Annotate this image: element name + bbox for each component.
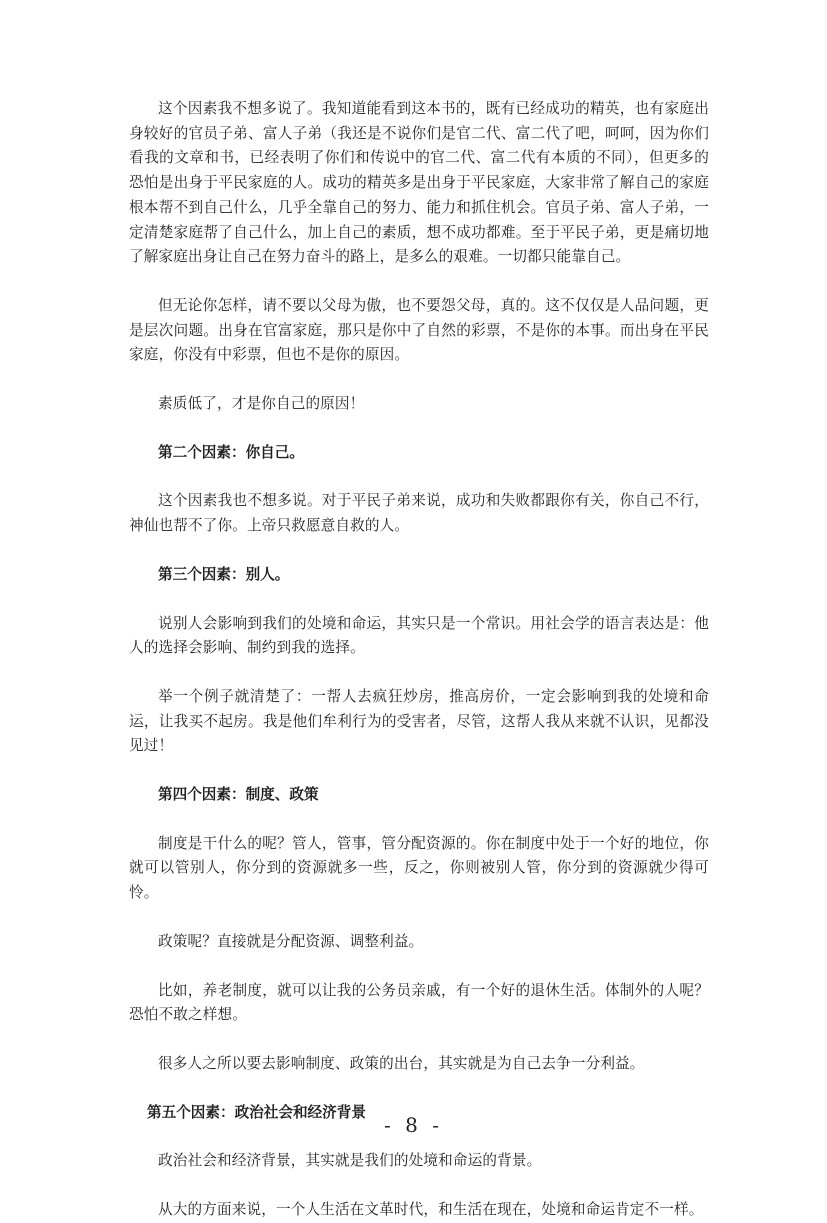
page-number: - 8 -: [384, 1113, 443, 1137]
paragraph: 这个因素我不想多说了。我知道能看到这本书的，既有已经成功的精英，也有家庭出身较好的官员子弟、富人子弟（我还是不说你们是官二代、富二代了吧，呵呵，因为你们看我的文章和书，已经表明了你们和传说中的官二代、富二代有本质的不同），但更多的恐怕是出身于平民家庭的人。成功的精英多是出身于平民家庭，大家非常了解自己的家庭根本帮不到自己什么，几乎全靠自己的努力、能力和抓住机会。官员子弟、富人子弟，一定清楚家庭帮了自己什么，加上自己的素质，想不成功都难。至于平民子弟，更是痛切地了解家庭出身让自己在努力奋斗的路上，是多么的艰难。一切都只能靠自己。: [129, 100, 709, 266]
document-body: [129, 97, 709, 1223]
paragraph: 比如，养老制度，就可以让我的公务员亲戚，有一个好的退休生活。体制外的人呢？恐怕不敢之样想。: [129, 981, 709, 1024]
paragraph: 举一个例子就清楚了：一帮人去疯狂炒房，推高房价，一定会影响到我的处境和命运，让我买不起房。我是他们牟利行为的受害者，尽管，这帮人我从来就不认识，见都没见过！: [129, 687, 709, 755]
paragraph: 政治社会和经济背景，其实就是我们的处境和命运的背景。: [158, 1152, 542, 1170]
paragraph: 说别人会影响到我们的处境和命运，其实只是一个常识。用社会学的语言表达是：他人的选择会影响、制约到我的选择。: [129, 614, 709, 657]
paragraph: 但无论你怎样，请不要以父母为傲，也不要怨父母，真的。这不仅仅是人品问题，更是层次问题。出身在官富家庭，那只是你中了自然的彩票，不是你的本事。而出身在平民家庭，你没有中彩票，但也不是你的原因。: [129, 296, 709, 364]
paragraph: 这个因素我也不想多说。对于平民子弟来说，成功和失败都跟你有关，你自己不行，神仙也帮不了你。上帝只救愿意自救的人。: [129, 492, 709, 535]
paragraph: 素质低了，才是你自己的原因！: [158, 395, 365, 413]
section-heading: 第三个因素：别人。: [158, 565, 290, 583]
section-heading: 第五个因素：政治社会和经济背景: [147, 1103, 366, 1121]
section-heading: 第四个因素：制度、政策: [158, 786, 319, 804]
paragraph: 很多人之所以要去影响制度、政策的出台，其实就是为自己去争一分利益。: [158, 1054, 645, 1072]
paragraph: 制度是干什么的呢？管人，管事，管分配资源的。你在制度中处于一个好的地位，你就可以管别人，你分到的资源就多一些，反之，你则被别人管，你分到的资源就少得可怜。: [129, 834, 709, 902]
section-heading: 第二个因素：你自己。: [158, 443, 304, 461]
paragraph: 从大的方面来说，一个人生活在文革时代，和生活在现在，处境和命运肯定不一样。: [158, 1201, 704, 1219]
paragraph: 政策呢？直接就是分配资源、调整利益。: [158, 932, 424, 950]
